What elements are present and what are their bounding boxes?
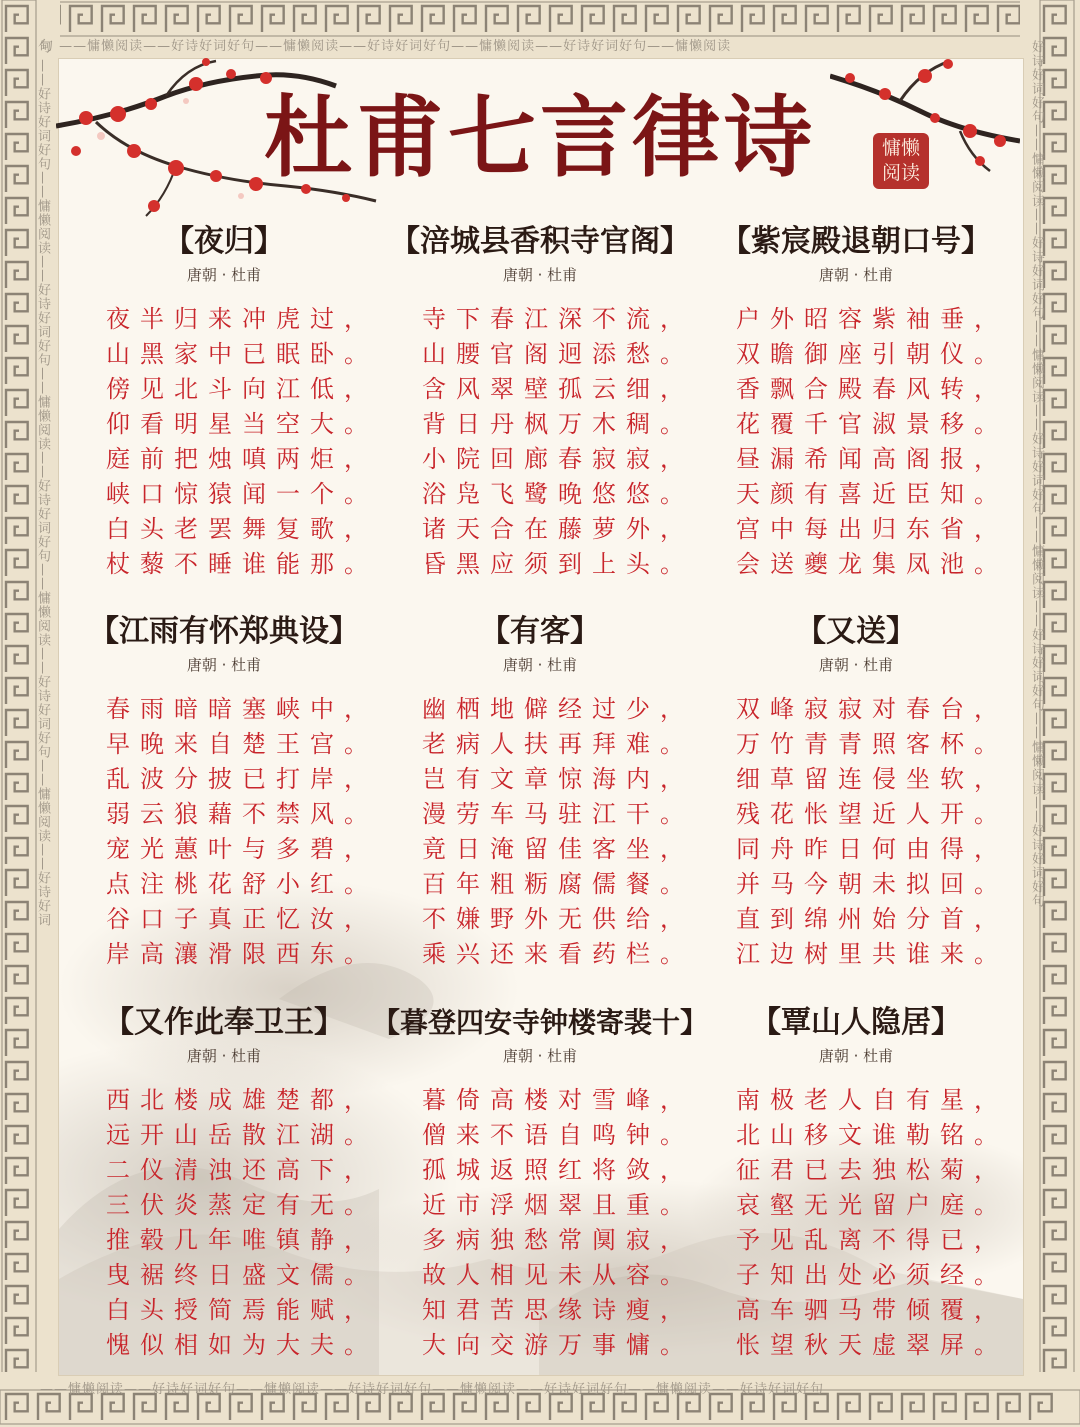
poem-line: 曳裾终日盛文儒。 <box>106 1261 378 1289</box>
poem-title: 【暮登四安寺钟楼寄裴十】 <box>371 1006 708 1039</box>
poem-line: 暮倚高楼对雪峰， <box>422 1086 694 1114</box>
poem-line: 小院回廊春寂寂， <box>422 445 694 473</box>
poem-line: 同舟昨日何由得， <box>736 835 1008 863</box>
poem-line: 双瞻御座引朝仪。 <box>736 340 1008 368</box>
poem-line: 知君苦思缘诗瘦， <box>422 1296 694 1324</box>
poem-line: 故人相见未从容。 <box>422 1261 694 1289</box>
poem-line: 大向交游万事慵。 <box>422 1331 694 1359</box>
poem-card <box>686 1003 1026 1363</box>
poem-line: 幽栖地僻经过少， <box>422 695 694 723</box>
poem-line: 子知出处必须经。 <box>736 1261 1008 1289</box>
poem-author: 唐朝 · 杜甫 <box>502 656 578 674</box>
poem-lines <box>54 302 394 582</box>
poem-line: 香飘合殿春风转， <box>736 375 1008 403</box>
poem-line: 万竹青青照客杯。 <box>736 730 1008 758</box>
poem-line: 并马今朝未拟回。 <box>736 870 1008 898</box>
watermark-right: 好诗好词好句——慵懒阅读——好诗好词好句——慵懒阅读——好诗好词好句——慵懒阅读——好诗好词好句——慵懒阅读——好诗好词好句 <box>1029 40 1044 908</box>
poem-line: 天颜有喜近臣知。 <box>736 480 1008 508</box>
poem-card <box>686 612 1026 972</box>
poem-line: 谷口子真正忆汝， <box>106 905 378 933</box>
poem-title: 【紫宸殿退朝口号】 <box>721 224 991 259</box>
poem-title: 【夜归】 <box>164 224 284 259</box>
poem-line: 竟日淹留佳客坐， <box>422 835 694 863</box>
poem-title: 【江雨有怀郑典设】 <box>89 614 359 649</box>
poem-line: 点注桃花舒小红。 <box>106 870 378 898</box>
poem-line: 春雨暗暗塞峡中， <box>106 695 378 723</box>
poem-line: 西北楼成雄楚都， <box>106 1086 378 1114</box>
poem-author: 唐朝 · 杜甫 <box>186 266 262 284</box>
poem-line: 岂有文章惊海内， <box>422 765 694 793</box>
poem-author: 唐朝 · 杜甫 <box>818 266 894 284</box>
poem-line: 白头老罢舞复歌， <box>106 515 378 543</box>
page-title: 杜甫七言律诗 <box>263 85 816 189</box>
poem-card <box>686 222 1026 582</box>
poem-line: 双峰寂寂对春台， <box>736 695 1008 723</box>
poem-line: 高车驷马带倾覆， <box>736 1296 1008 1324</box>
seal-line-1: 慵懒 <box>881 137 920 159</box>
poem-line: 傍见北斗向江低， <box>106 375 378 403</box>
poem-lines <box>686 692 1026 972</box>
poem-line: 南极老人自有星， <box>736 1086 1008 1114</box>
poem-line: 寺下春江深不流， <box>422 305 694 333</box>
poem-author: 唐朝 · 杜甫 <box>186 656 262 674</box>
poem-line: 白头授简焉能赋， <box>106 1296 378 1324</box>
poem-card <box>54 612 394 972</box>
poem-line: 怅望秋天虚翠屏。 <box>736 1331 1008 1359</box>
poem-line: 近市浮烟翠且重。 <box>422 1191 694 1219</box>
poem-line: 乘兴还来看药栏。 <box>422 940 694 968</box>
poem-line: 宫中每出归东省， <box>736 515 1008 543</box>
poem-lines <box>686 302 1026 582</box>
poem-line: 山黑家中已眠卧。 <box>106 340 378 368</box>
poem-title: 【又送】 <box>796 614 916 649</box>
poem-line: 百年粗粝腐儒餐。 <box>422 870 694 898</box>
poem-line: 夜半归来冲虎过， <box>106 305 378 333</box>
poem-line: 杖藜不睡谁能那。 <box>106 550 378 578</box>
poem-line: 僧来不语自鸣钟。 <box>422 1121 694 1149</box>
poem-line: 花覆千官淑景移。 <box>736 410 1008 438</box>
poem-line: 老病人扶再拜难。 <box>422 730 694 758</box>
poem-card <box>370 612 710 972</box>
poem-lines <box>54 1083 394 1363</box>
poem-card <box>54 222 394 582</box>
poem-card <box>370 222 710 582</box>
poem-line: 仰看明星当空大。 <box>106 410 378 438</box>
poem-line: 直到绵州始分首， <box>736 905 1008 933</box>
poem-title: 【涪城县香积寺官阁】 <box>390 224 690 259</box>
poem-line: 残花怅望近人开。 <box>736 800 1008 828</box>
seal-line-2: 阅读 <box>881 162 920 184</box>
poem-author: 唐朝 · 杜甫 <box>186 1047 262 1065</box>
poem-line: 哀壑无光留户庭。 <box>736 1191 1008 1219</box>
poem-line: 远开山岳散江湖。 <box>106 1121 378 1149</box>
poem-line: 多病独愁常阒寂， <box>422 1226 694 1254</box>
poem-line: 推毂几年唯镇静， <box>106 1226 378 1254</box>
poem-line: 愧似相如为大夫。 <box>106 1331 378 1359</box>
poem-line: 宠光蕙叶与多碧， <box>106 835 378 863</box>
watermark-left: 句 ——好诗好词好句——慵懒阅读——好诗好词好句——慵懒阅读——好诗好词好句——慵懒阅读——好诗好词好句——慵懒阅读——好诗好词 <box>35 40 50 928</box>
poem-title: 【又作此奉卫王】 <box>104 1005 344 1040</box>
poem-line: 背日丹枫万木稠。 <box>422 410 694 438</box>
poem-line: 岸高瀼滑限西东。 <box>106 940 378 968</box>
poem-lines <box>54 692 394 972</box>
poem-line: 江边树里共谁来。 <box>736 940 1008 968</box>
poem-card <box>370 1003 710 1363</box>
poem-line: 弱云狼藉不禁风。 <box>106 800 378 828</box>
watermark-top: 句 ——慵懒阅读——好诗好词好句——慵懒阅读——好诗好词好句——慵懒阅读——好诗好词好句——慵懒阅读 <box>40 39 732 53</box>
poem-author: 唐朝 · 杜甫 <box>502 266 578 284</box>
poem-line: 早晚来自楚王宫。 <box>106 730 378 758</box>
poem-line: 户外昭容紫袖垂， <box>736 305 1008 333</box>
poem-line: 会送夔龙集凤池。 <box>736 550 1008 578</box>
poem-line: 不嫌野外无供给， <box>422 905 694 933</box>
poem-line: 征君已去独松菊， <box>736 1156 1008 1184</box>
poem-line: 漫劳车马驻江干。 <box>422 800 694 828</box>
poem-line: 孤城返照红将敛， <box>422 1156 694 1184</box>
poem-line: 诸天合在藤萝外， <box>422 515 694 543</box>
poem-title: 【有客】 <box>480 614 600 649</box>
poem-lines <box>370 692 710 972</box>
poem-line: 昏黑应须到上头。 <box>422 550 694 578</box>
poem-line: 二仪清浊还高下， <box>106 1156 378 1184</box>
poem-line: 庭前把烛嗔两炬， <box>106 445 378 473</box>
poem-line: 予见乱离不得已， <box>736 1226 1008 1254</box>
poem-line: 北山移文谁勒铭。 <box>736 1121 1008 1149</box>
seal-stamp <box>873 133 929 189</box>
poem-line: 浴凫飞鹭晚悠悠。 <box>422 480 694 508</box>
poem-line: 山腰官阁迥添愁。 <box>422 340 694 368</box>
poem-line: 峡口惊猿闻一个。 <box>106 480 378 508</box>
poem-lines <box>686 1083 1026 1363</box>
poem-line: 细草留连侵坐软， <box>736 765 1008 793</box>
poem-line: 乱波分披已打岸， <box>106 765 378 793</box>
poem-lines <box>370 302 710 582</box>
poem-line: 含风翠壁孤云细， <box>422 375 694 403</box>
poem-line: 昼漏希闻高阁报， <box>736 445 1008 473</box>
poem-lines <box>370 1083 710 1363</box>
poem-author: 唐朝 · 杜甫 <box>818 656 894 674</box>
watermark-bottom: ——慵懒阅读——好诗好词好句——慵懒阅读——好诗好词好句——慵懒阅读——好诗好词好句——慵懒阅读——好诗好词好句 <box>40 1382 825 1396</box>
poem-title: 【覃山人隐居】 <box>751 1005 961 1040</box>
poem-author: 唐朝 · 杜甫 <box>818 1047 894 1065</box>
poem-line: 三伏炎蒸定有无。 <box>106 1191 378 1219</box>
poem-author: 唐朝 · 杜甫 <box>502 1047 578 1065</box>
poem-card <box>54 1003 394 1363</box>
